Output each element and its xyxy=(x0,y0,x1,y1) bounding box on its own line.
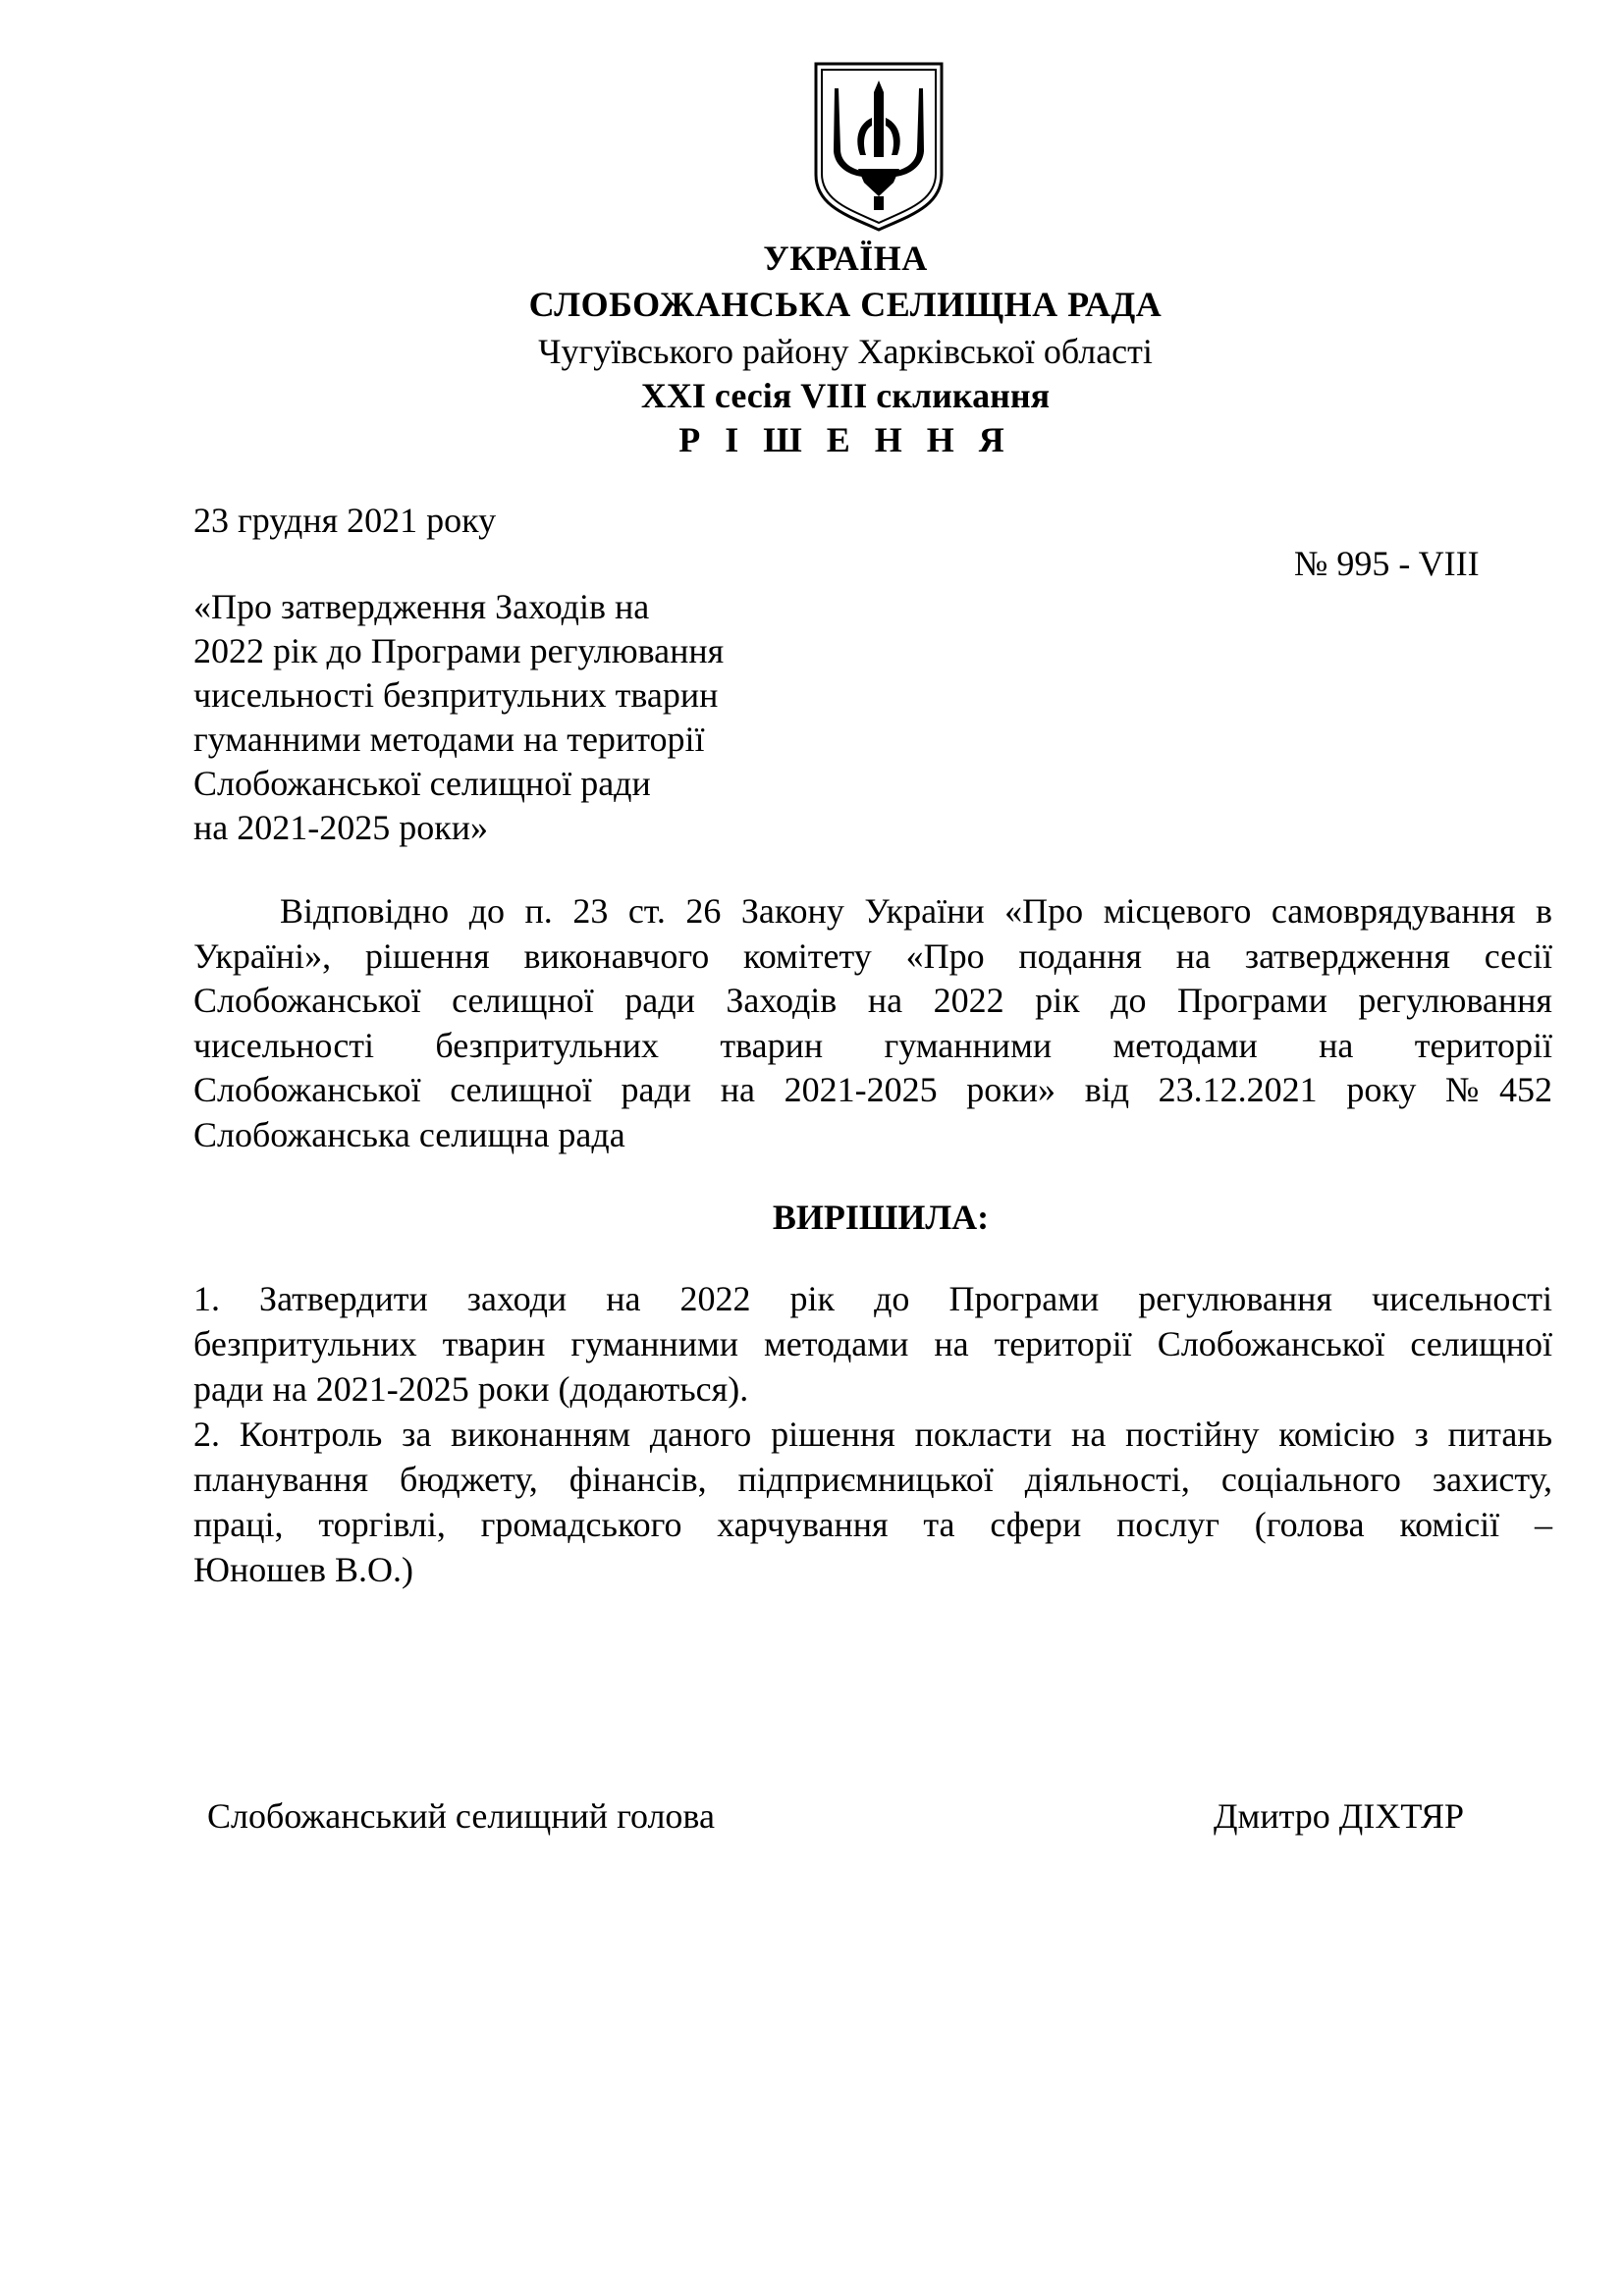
signatory-role: Слобожанський селищний голова xyxy=(207,1796,715,1836)
council-heading: СЛОБОЖАНСЬКА СЕЛИЩНА РАДА xyxy=(528,285,1163,324)
resolved-heading: ВИРІШИЛА: xyxy=(772,1198,990,1237)
item-line: 2. Контроль за виконанням даного рішення покласти на постійну комісію з питань xyxy=(193,1415,1552,1454)
preamble-line: Слобожанської селищної ради Заходів на 2022 рік до Програми регулювання xyxy=(193,981,1552,1020)
country-heading: УКРАЇНА xyxy=(763,239,928,278)
trident-coat-of-arms-icon xyxy=(811,59,947,234)
preamble-paragraph xyxy=(193,889,1552,1157)
subject-line: 2022 рік до Програми регулювання xyxy=(193,631,725,670)
decision-date: 23 грудня 2021 року xyxy=(193,501,497,540)
subject-line: чисельності безпритульних тварин xyxy=(193,675,719,715)
preamble-line: чисельності безпритульних тварин гуманними методами на території xyxy=(193,1025,1552,1065)
decision-subject xyxy=(193,585,881,850)
subject-line: гуманними методами на території xyxy=(193,720,705,759)
preamble-line: Слобожанської селищної ради на 2021-2025 роки» від 23.12.2021 року №452 xyxy=(193,1070,1552,1109)
preamble-line: Слобожанська селищна рада xyxy=(193,1114,625,1154)
item-line: планування бюджету, фінансів, підприємницької діяльності, соціального захисту, xyxy=(193,1460,1552,1499)
document-type-heading: Р І Ш Е Н Н Я xyxy=(678,420,1012,459)
item-line: Юношев В.О.) xyxy=(193,1550,413,1589)
subject-line: Слобожанської селищної ради xyxy=(193,764,651,803)
subject-line: на 2021-2025 роки» xyxy=(193,808,488,847)
item-line: безпритульних тварин гуманними методами на території Слобожанської селищної xyxy=(193,1324,1552,1363)
item-line: ради на 2021-2025 роки (додаються). xyxy=(193,1369,749,1409)
preamble-line: Відповідно до п. 23 ст. 26 Закону України «Про місцевого самоврядування в xyxy=(280,891,1552,931)
decision-number: № 995 - VIII xyxy=(1294,544,1480,583)
subject-line: «Про затвердження Заходів на xyxy=(193,587,650,626)
decision-items xyxy=(193,1276,1552,1592)
session-line: XXI сесія VIII скликання xyxy=(640,376,1051,415)
signatory-name: Дмитро ДІХТЯР xyxy=(1214,1796,1464,1836)
item-line: 1. Затвердити заходи на 2022 рік до Програми регулювання чисельності xyxy=(193,1279,1552,1318)
item-line: праці, торгівлі, громадського харчування та сфери послуг (голова комісії – xyxy=(193,1505,1552,1544)
preamble-line: Україні», рішення виконавчого комітету «Про подання на затвердження сесії xyxy=(193,935,1552,976)
region-line: Чугуївського району Харківської області xyxy=(538,332,1153,371)
